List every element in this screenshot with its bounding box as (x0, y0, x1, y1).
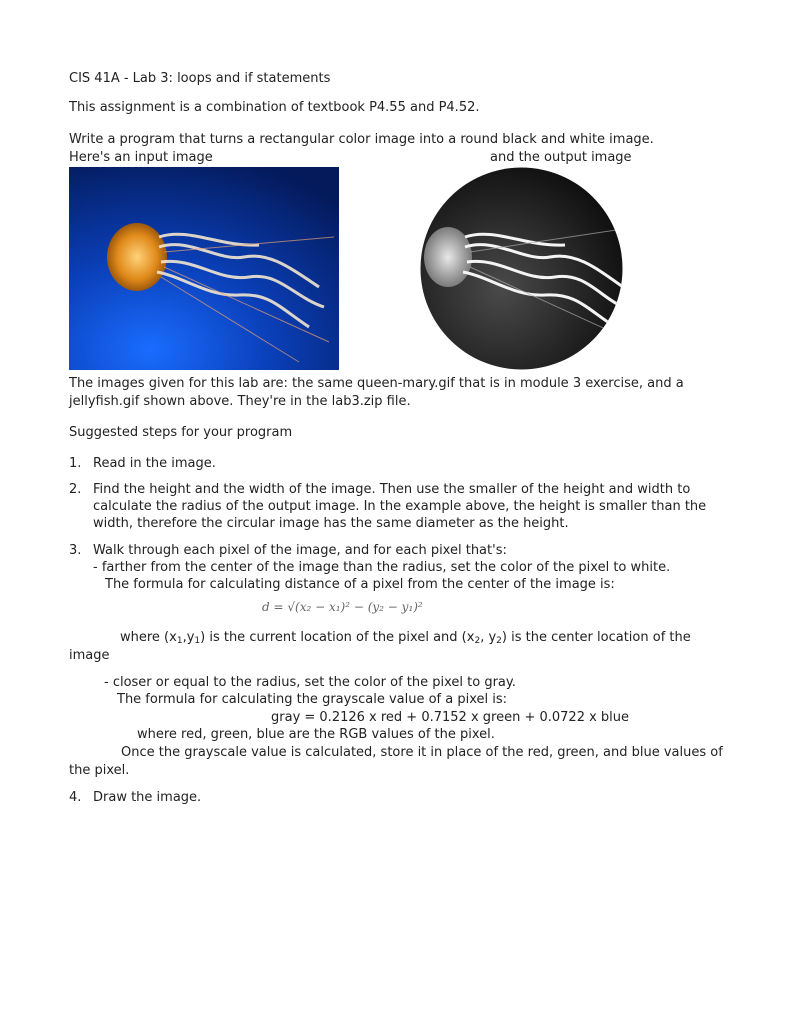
steps-heading: Suggested steps for your program (69, 425, 293, 440)
step-3-bullet-closer: - closer or equal to the radius, set the color of the pixel to gray. (104, 675, 516, 690)
step-1-text: Read in the image. (93, 456, 216, 471)
step-1-number: 1. (69, 456, 82, 471)
store-grayscale-line1: Once the grayscale value is calculated, store it in place of the red, green, and blue values of (121, 745, 723, 760)
step-3-number: 3. (69, 543, 82, 558)
output-image-caption: and the output image (490, 150, 632, 165)
store-grayscale-line2: the pixel. (69, 763, 130, 778)
images-note-line2: jellyfish.gif shown above. They're in the lab3.zip file. (69, 394, 411, 409)
intro-paragraph: This assignment is a combination of textbook P4.55 and P4.52. (69, 100, 480, 115)
jellyfish-input-image (69, 167, 339, 370)
gray-formula-intro: The formula for calculating the grayscale value of a pixel is: (117, 692, 508, 707)
distance-where-tail: image (69, 648, 110, 663)
distance-formula: d = √(x₂ − x₁)² − (y₂ − y₁)² (262, 600, 423, 614)
input-image-caption: Here's an input image (69, 150, 213, 165)
distance-formula-intro: The formula for calculating distance of a pixel from the center of the image is: (105, 577, 615, 592)
images-note-line1: The images given for this lab are: the same queen-mary.gif that is in module 3 exercise, and a (69, 376, 684, 391)
jellyfish-output-image (420, 167, 623, 370)
step-3-bullet-farther: - farther from the center of the image than the radius, set the color of the pixel to white. (93, 560, 671, 575)
step-2-line3: width, therefore the circular image has the same diameter as the height. (93, 516, 569, 531)
step-4-number: 4. (69, 790, 82, 805)
step-4-text: Draw the image. (93, 790, 202, 805)
step-2-line2: calculate the radius of the output image. In the example above, the height is smaller than the (93, 499, 707, 514)
step-3-line1: Walk through each pixel of the image, and for each pixel that's: (93, 543, 507, 558)
document-title: CIS 41A - Lab 3: loops and if statements (69, 71, 331, 86)
gray-formula-where: where red, green, blue are the RGB values of the pixel. (137, 727, 495, 742)
distance-where-line: where $(x_1,y_1)$ is the current location of the pixel and ($x_2$, $y_2$) is the center location of the (120, 630, 691, 646)
step-2-line1: Find the height and the width of the image. Then use the smaller of the height and width to (93, 482, 691, 497)
step-2-number: 2. (69, 482, 82, 497)
task-description: Write a program that turns a rectangular color image into a round black and white image. (69, 132, 654, 147)
gray-formula: gray = 0.2126 x red + 0.7152 x green + 0.0722 x blue (271, 710, 630, 725)
